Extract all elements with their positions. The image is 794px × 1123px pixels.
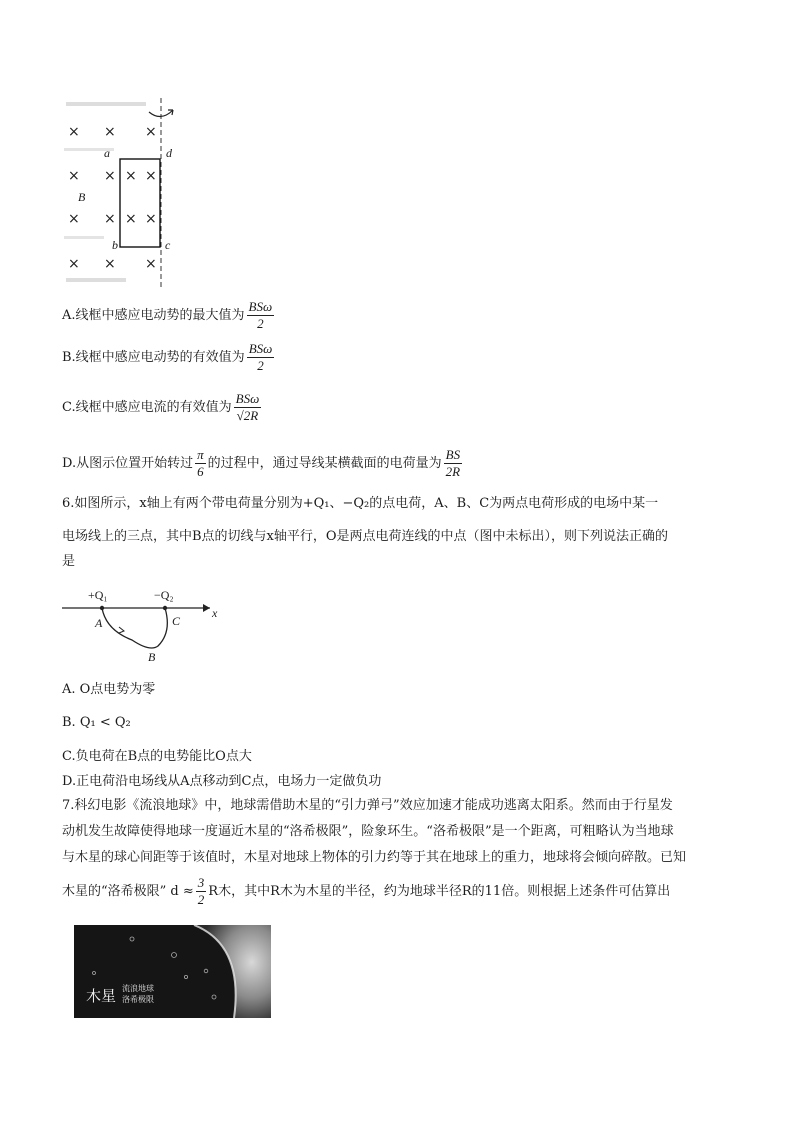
coil-label-a: a bbox=[104, 146, 110, 160]
jupiter-sub1: 流浪地球 bbox=[122, 984, 154, 993]
q5-option-c: C.线框中感应电流的有效值为 $\frac{\text{BSω}}{√2R}$ bbox=[62, 391, 260, 423]
svg-text:×: × bbox=[145, 168, 157, 184]
svg-text:×: × bbox=[68, 168, 80, 184]
field-line-arrow bbox=[119, 627, 124, 633]
svg-text:×: × bbox=[68, 124, 80, 140]
fraction: $\frac{\text{BSω}}{√2R}$ bbox=[235, 391, 260, 423]
svg-text:×: × bbox=[145, 211, 157, 227]
q5-option-d: D.从图示位置开始转过 $\frac{\pi}{6}$ 的过程中，通过导线某横截面的电荷量为 $\frac{BS}{2R}$ bbox=[62, 447, 461, 479]
q7-line1: 7.科幻电影《流浪地球》中，地球需借助木星的“引力弹弓”效应加速才能成功逃离太阳系。然而由于行星发 bbox=[62, 798, 673, 813]
svg-text:×: × bbox=[145, 124, 157, 140]
x-axis-arrow bbox=[203, 604, 210, 612]
svg-text:×: × bbox=[68, 211, 80, 227]
svg-text:×: × bbox=[145, 256, 157, 272]
svg-text:×: × bbox=[104, 256, 116, 272]
coil-label-b: b bbox=[112, 238, 118, 252]
label-A: A bbox=[95, 616, 103, 630]
svg-text:×: × bbox=[104, 211, 116, 227]
fraction: $\frac{\pi}{6}$ bbox=[197, 447, 204, 479]
svg-text:×: × bbox=[68, 256, 80, 272]
q6-option-b: B. Q₁ < Q₂ bbox=[62, 715, 131, 730]
q6-stem-line2: 电场线上的三点，其中B点的切线与x轴平行，O是两点电荷连线的中点（图中未标出），则下列说法正确的 bbox=[62, 529, 669, 544]
fraction: $\frac{BS}{2R}$ bbox=[445, 447, 461, 479]
fraction: $\frac{\text{BSω}}{2}$ bbox=[248, 299, 273, 331]
jupiter-sub2: 洛希极限 bbox=[122, 995, 154, 1004]
coil-figure bbox=[60, 96, 190, 291]
field-line-figure bbox=[62, 580, 232, 672]
q7-line4: 木星的“洛希极限” d ≈ $\frac{3}{2}$ R木，其中R木为木星的半径，约为地球半径R的11倍。则根据上述条件可估算出 bbox=[62, 875, 671, 907]
q7-line2: 动机发生故障使得地球一度逼近木星的“洛希极限”，险象环生。“洛希极限”是一个距离，可粗略认为当地球 bbox=[62, 824, 674, 839]
q6-option-a: A. O点电势为零 bbox=[62, 682, 156, 697]
q5-option-a: A.线框中感应电动势的最大值为 $\frac{\text{BSω}}{2}$ bbox=[62, 299, 273, 331]
label-q2: −Q₂ bbox=[154, 588, 174, 602]
svg-text:×: × bbox=[125, 168, 137, 184]
jupiter-title: 木星 bbox=[86, 987, 117, 1005]
label-B: B bbox=[148, 650, 156, 664]
label-C: C bbox=[172, 614, 181, 628]
fraction: $\frac{\text{BSω}}{2}$ bbox=[248, 341, 273, 373]
coil-label-d: d bbox=[166, 146, 172, 160]
q6-stem-line1: 6.如图所示，x轴上有两个带电荷量分别为+Q₁、−Q₂的点电荷，A、B、C为两点电荷形成的电场中某一 bbox=[62, 496, 659, 511]
svg-text:×: × bbox=[104, 168, 116, 184]
coil-label-B: B bbox=[78, 190, 86, 204]
q6-stem-line3: 是 bbox=[62, 554, 76, 569]
svg-text:×: × bbox=[125, 211, 137, 227]
label-q1: +Q₁ bbox=[88, 588, 108, 602]
coil-label-c: c bbox=[165, 238, 171, 252]
jupiter-image bbox=[74, 925, 271, 1018]
fraction: $\frac{3}{2}$ bbox=[197, 875, 205, 907]
field-line bbox=[102, 608, 167, 648]
q5-option-b: B.线框中感应电动势的有效值为 $\frac{\text{BSω}}{2}$ bbox=[62, 341, 273, 373]
q6-option-c: C.负电荷在B点的电势能比O点大 bbox=[62, 749, 252, 764]
q7-line3: 与木星的球心间距等于该值时，木星对地球上物体的引力约等于其在地球上的重力，地球将会倾向碎散。已知 bbox=[62, 850, 687, 865]
label-x: x bbox=[212, 606, 218, 620]
svg-text:×: × bbox=[104, 124, 116, 140]
q6-option-d: D.正电荷沿电场线从A点移动到C点，电场力一定做负功 bbox=[62, 774, 382, 789]
